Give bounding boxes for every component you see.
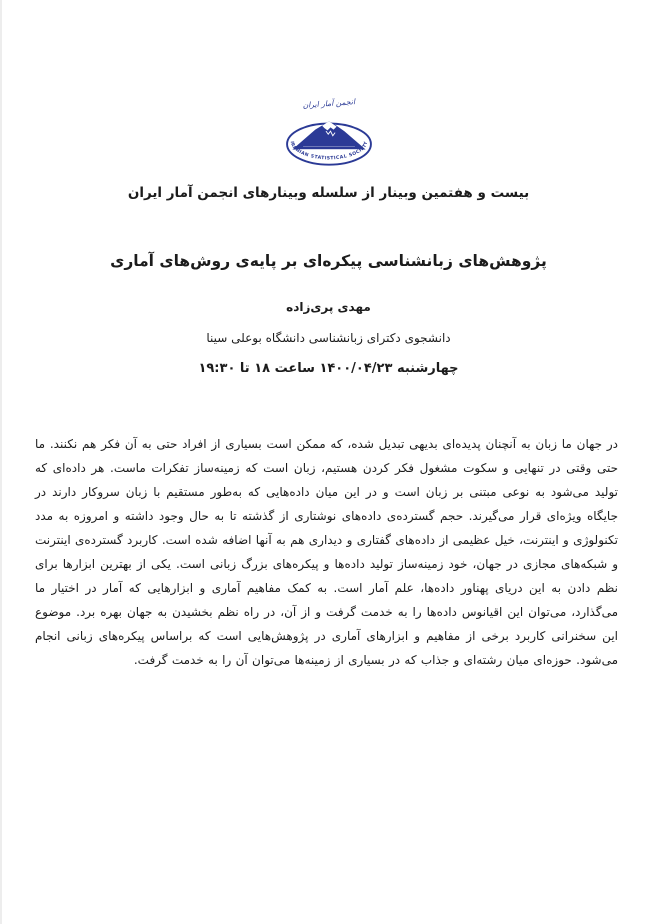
speaker-name: مهدی پری‌زاده xyxy=(286,300,371,314)
talk-title: پژوهش‌های زبانشناسی پیکره‌ای بر پایه‌ی روش‌های آماری xyxy=(110,252,547,270)
iranian-statistical-society-logo-icon xyxy=(268,96,390,180)
webinar-series-line: بیست و هفتمین وبینار از سلسله وبینارهای انجمن آمار ایران xyxy=(127,185,530,201)
logo-society-name: IRANIAN STATISTICAL SOCIETY xyxy=(288,140,369,162)
society-logo xyxy=(2,96,655,180)
speaker-affiliation: دانشجوی دکترای زبانشناسی دانشگاه بوعلی سینا xyxy=(206,331,451,345)
event-datetime: چهارشنبه ۱۴۰۰/۰۴/۲۳ ساعت ۱۸ تا ۱۹:۳۰ xyxy=(198,361,459,376)
logo-calligraphy: انجمن آمار ایران xyxy=(301,97,355,110)
abstract-paragraph: در جهان ما زبان به آنچنان پدیده‌ای بدیهی تبدیل شده، که ممکن است بسیاری از افراد حتی به آن فکر هم نکنند. ما حتی وقتی در تنهایی و سکوت مشغول فکر کردن هستیم، زبان است که زمینه‌ساز تفکرات ماست. هر داده‌ای که تولید می‌شود به نوعی مبتنی بر زبان است و در این میان داده‌هایی که به‌طور مستقیم با زبان سروکار دارند در جایگاه ویژه‌ای قرار می‌گیرند. حجم گسترده‌ی داده‌های نوشتاری از گذشته تا به حال وجود داشته و امروزه به مدد تکنولوژی و اینترنت، خیل عظیمی از داده‌های گفتاری و دیداری هم به آنها اضافه شده است. کاربرد گسترده‌ی اینترنت و شبکه‌های مجازی در جهان، خود زمینه‌ساز تولید داده‌ها و پیکره‌های بزرگ زبانی است. یکی از بهترین ابزارها برای نظم دادن به این دریای پهناور داده‌ها، علم آمار است. به کمک مفاهیم آماری و ابزارهایی که آمار در اختیار ما می‌گذارد، می‌توان این اقیانوس داده‌ها را به خدمت گرفت و از آن، در راه نظم بخشیدن به جهان بهره برد. موضوع این سخنرانی کاربرد برخی از مفاهیم و ابزارهای آماری در پژوهش‌هایی است که براساس پیکره‌های زبانی انجام می‌شود. حوزه‌ای میان رشته‌ای و جذاب که در بسیاری از زمینه‌ها می‌توان آن را به خدمت گرفت. xyxy=(35,437,618,667)
